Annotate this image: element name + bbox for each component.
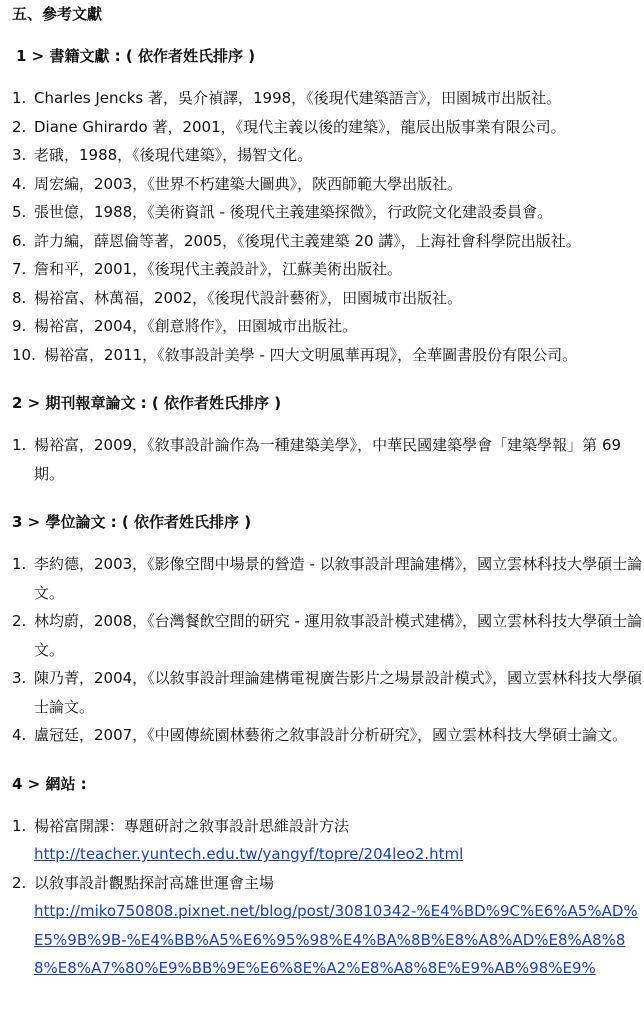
list-item: 1. Charles Jencks 著，吳介禎譯，1998，《後現代建築語言》，田園城市出版社。 (12, 89, 562, 107)
list-item: 8. 楊裕富、林萬福，2002，《後現代設計藝術》，田園城市出版社。 (12, 288, 463, 307)
section-title-websites: 4 > 網站 : (12, 774, 87, 793)
reference-link[interactable]: http://miko750808.pixnet.net/blog/post/30810342-%E4%BD%9C%E6%A5%AD%E5%9B%9B-%E4%BB%A5%E6%95%98%E4%BA%8B%E8%A8%AD%E8%A8%88%E8%A7%80%E9%BB%9E%E6%8E%A2%E8%A8%8E%E9%AB%98%E9% (34, 902, 638, 977)
list-item: 2. 以敘事設計觀點探討高雄世運會主場 http://miko750808.pixnet.net/blog/post/30810342-%E4%BD%9C%E6%A5%AD%E5%9B%9B-%E4%BB%A5%E6%95%98%E4%BA%8B%E8%A8%AD%E8%A8%88%E8%A7%80%E9%BB%9E%E6%8E%A2%E8%A8%8E%E9%AB%98%E9% (12, 873, 638, 977)
section-title-books: 1 > 書籍文獻 : ( 依作者姓氏排序 ) (16, 47, 256, 65)
list-item: 4. 周宏編，2003，《世界不朽建築大圖典》，陝西師範大學出版社。 (12, 174, 463, 193)
book-list (12, 84, 644, 369)
list-item: 3. 陳乃菁，2004，《以敘事設計理論建構電視廣告影片之場景設計模式》，國立雲林科技大學碩士論文。 (12, 669, 643, 716)
list-item: 5. 張世億，1988，《美術資訊 - 後現代主義建築探微》，行政院文化建設委員會。 (12, 203, 553, 221)
reference-link[interactable]: http://teacher.yuntech.edu.tw/yangyf/topre/204leo2.html (34, 845, 464, 863)
list-item: 1. 楊裕富，2009，《敘事設計論作為一種建築美學》，中華民國建築學會「建築學報」第 69 期。 (12, 436, 622, 483)
list-item: 2. Diane Ghirardo 著，2001，《現代主義以後的建築》，龍辰出版事業有限公司。 (12, 117, 566, 136)
list-item: 3. 老硪，1988，《後現代建築》，揚智文化。 (12, 146, 313, 164)
page-title: 五、參考文獻 (12, 5, 103, 23)
list-item: 10. 楊裕富，2011，《敘事設計美學 - 四大文明風華再現》，全華圖書股份有限公司。 (12, 345, 578, 364)
list-item: 9. 楊裕富，2004，《創意將作》，田園城市出版社。 (12, 317, 358, 335)
list-item: 6. 許力編，薛恩倫等著，2005，《後現代主義建築 20 講》，上海社會科學院出版社。 (12, 231, 581, 250)
list-item: 4. 盧冠廷，2007，《中國傳統園林藝術之敘事設計分析研究》，國立雲林科技大學碩士論文。 (12, 726, 628, 744)
section-title-journals: 2 > 期刊報章論文 : ( 依作者姓氏排序 ) (12, 394, 282, 412)
list-item: 1. 楊裕富開課：專題研討之敘事設計思維設計方法 http://teacher.yuntech.edu.tw/yangyf/topre/204leo2.html (12, 816, 464, 863)
list-item: 7. 詹和平，2001，《後現代主義設計》，江蘇美術出版社。 (12, 260, 403, 278)
thesis-list (12, 550, 644, 750)
list-item: 1. 李約德，2003，《影像空間中場景的營造 - 以敘事設計理論建構》，國立雲林科技大學碩士論文。 (12, 555, 643, 602)
website-list (12, 812, 644, 983)
section-title-theses: 3 > 學位論文 : ( 依作者姓氏排序 ) (12, 513, 252, 531)
list-item: 2. 林均蔚，2008，《台灣餐飲空間的研究 - 運用敘事設計模式建構》，國立雲林科技大學碩士論文。 (12, 612, 643, 659)
journal-list (12, 431, 644, 488)
